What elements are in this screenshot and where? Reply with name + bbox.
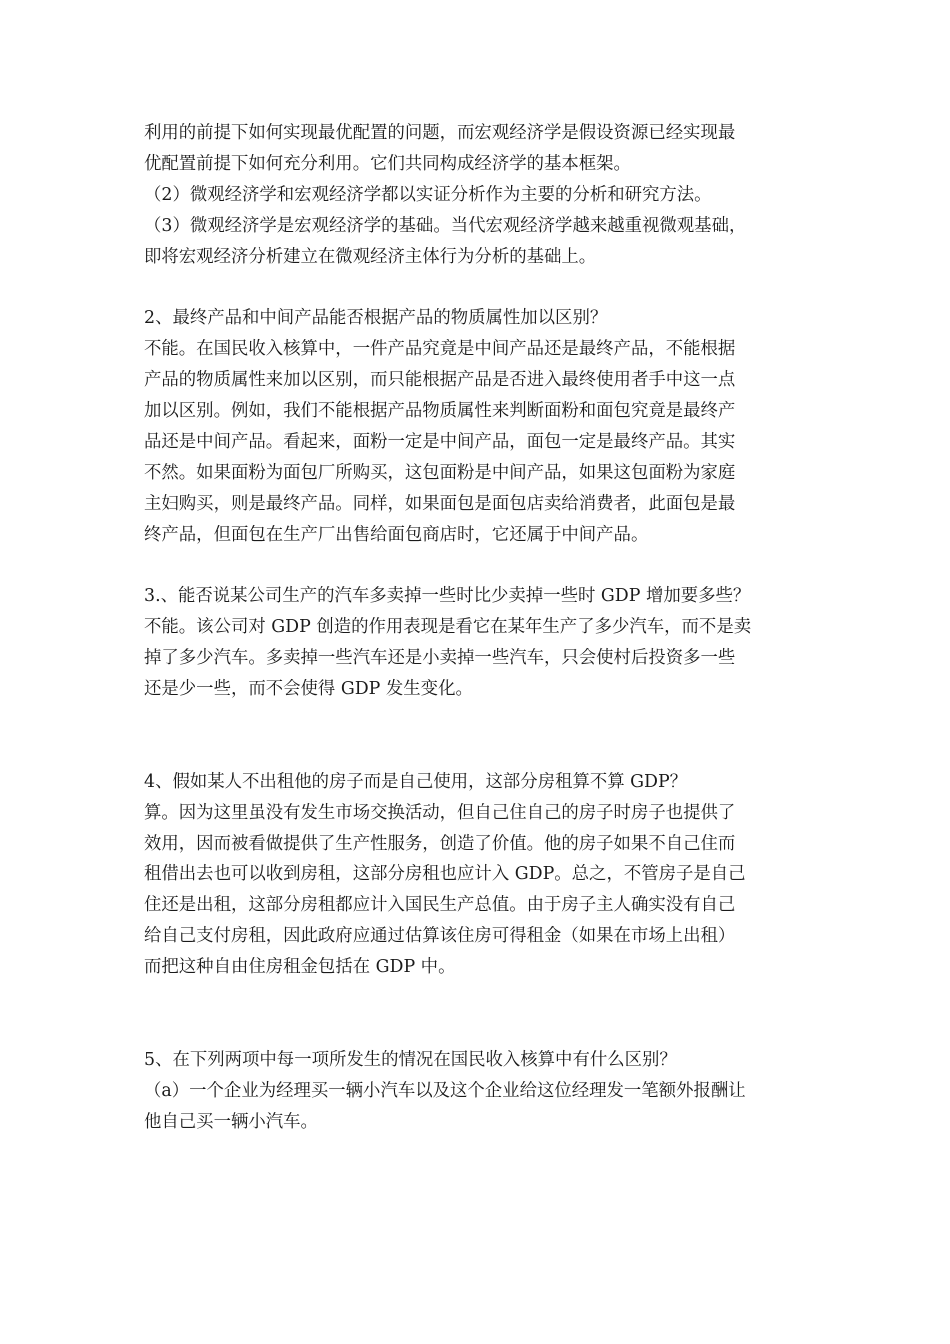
paragraph-gap [144, 983, 812, 1045]
text-line: 不能。该公司对 GDP 创造的作用表现是看它在某年生产了多少汽车，而不是卖 [144, 617, 752, 638]
text-line: 掉了多少汽车。多卖掉一些汽车还是小卖掉一些汽车，只会使村后投资多一些 [144, 648, 736, 669]
text-line: 不能。在国民收入核算中，一件产品究竟是中间产品还是最终产品，不能根据 [144, 339, 736, 360]
text-line: 而把这种自由住房租金包括在 GDP 中。 [144, 957, 456, 978]
text-line: 效用，因而被看做提供了生产性服务，创造了价值。他的房子如果不自己住而 [144, 833, 736, 854]
text-line: （3）微观经济学是宏观经济学的基础。当代宏观经济学越来越重视微观基础， [144, 215, 747, 236]
question-heading: 3.、能否说某公司生产的汽车多卖掉一些时比少卖掉一些时 GDP 增加要多些？ [144, 586, 751, 607]
text-line: （a）一个企业为经理买一辆小汽车以及这个企业给这位经理发一笔额外报酬让 [144, 1080, 746, 1101]
text-line: 不然。如果面粉为面包厂所购买，这包面粉是中间产品，如果这包面粉为家庭 [144, 462, 736, 483]
paragraph-gap [144, 550, 812, 581]
question-heading: 5、在下列两项中每一项所发生的情况在国民收入核算中有什么区别？ [144, 1049, 677, 1070]
text-line: 他自己买一辆小汽车。 [144, 1111, 318, 1132]
text-line: 品还是中间产品。看起来，面粉一定是中间产品，面包一定是最终产品。其实 [144, 431, 736, 452]
text-line: 产品的物质属性来加以区别，而只能根据产品是否进入最终使用者手中这一点 [144, 370, 736, 391]
question-heading: 4、假如某人不出租他的房子而是自己使用，这部分房租算不算 GDP？ [144, 771, 688, 792]
text-line: 主妇购买，则是最终产品。同样，如果面包是面包店卖给消费者，此面包是最 [144, 493, 736, 514]
text-line: 给自己支付房租，因此政府应通过估算该住房可得租金（如果在市场上出租） [144, 926, 736, 947]
text-line: 租借出去也可以收到房租，这部分房租也应计入 GDP。总之，不管房子是自己 [144, 864, 746, 885]
text-line: 终产品，但面包在生产厂出售给面包商店时，它还属于中间产品。 [144, 524, 649, 545]
paragraph-gap [144, 272, 812, 303]
text-line: 还是少一些，而不会使得 GDP 发生变化。 [144, 679, 473, 700]
paragraph-gap [144, 705, 812, 767]
text-line: 住还是出租，这部分房租都应计入国民生产总值。由于房子主人确实没有自己 [144, 895, 736, 916]
question-heading: 2、最终产品和中间产品能否根据产品的物质属性加以区别？ [144, 308, 608, 329]
text-line: 利用的前提下如何实现最优配置的问题，而宏观经济学是假设资源已经实现最 [144, 123, 736, 143]
text-line: 优配置前提下如何充分利用。它们共同构成经济学的基本框架。 [144, 153, 631, 174]
document-page [144, 118, 812, 1137]
text-line: （2）微观经济学和宏观经济学都以实证分析作为主要的分析和研究方法。 [144, 184, 712, 205]
text-line: 算。因为这里虽没有发生市场交换活动，但自己住自己的房子时房子也提供了 [144, 802, 736, 823]
text-line: 加以区别。例如，我们不能根据产品物质属性来判断面粉和面包究竟是最终产 [144, 401, 736, 422]
text-line: 即将宏观经济分析建立在微观经济主体行为分析的基础上。 [144, 246, 597, 267]
